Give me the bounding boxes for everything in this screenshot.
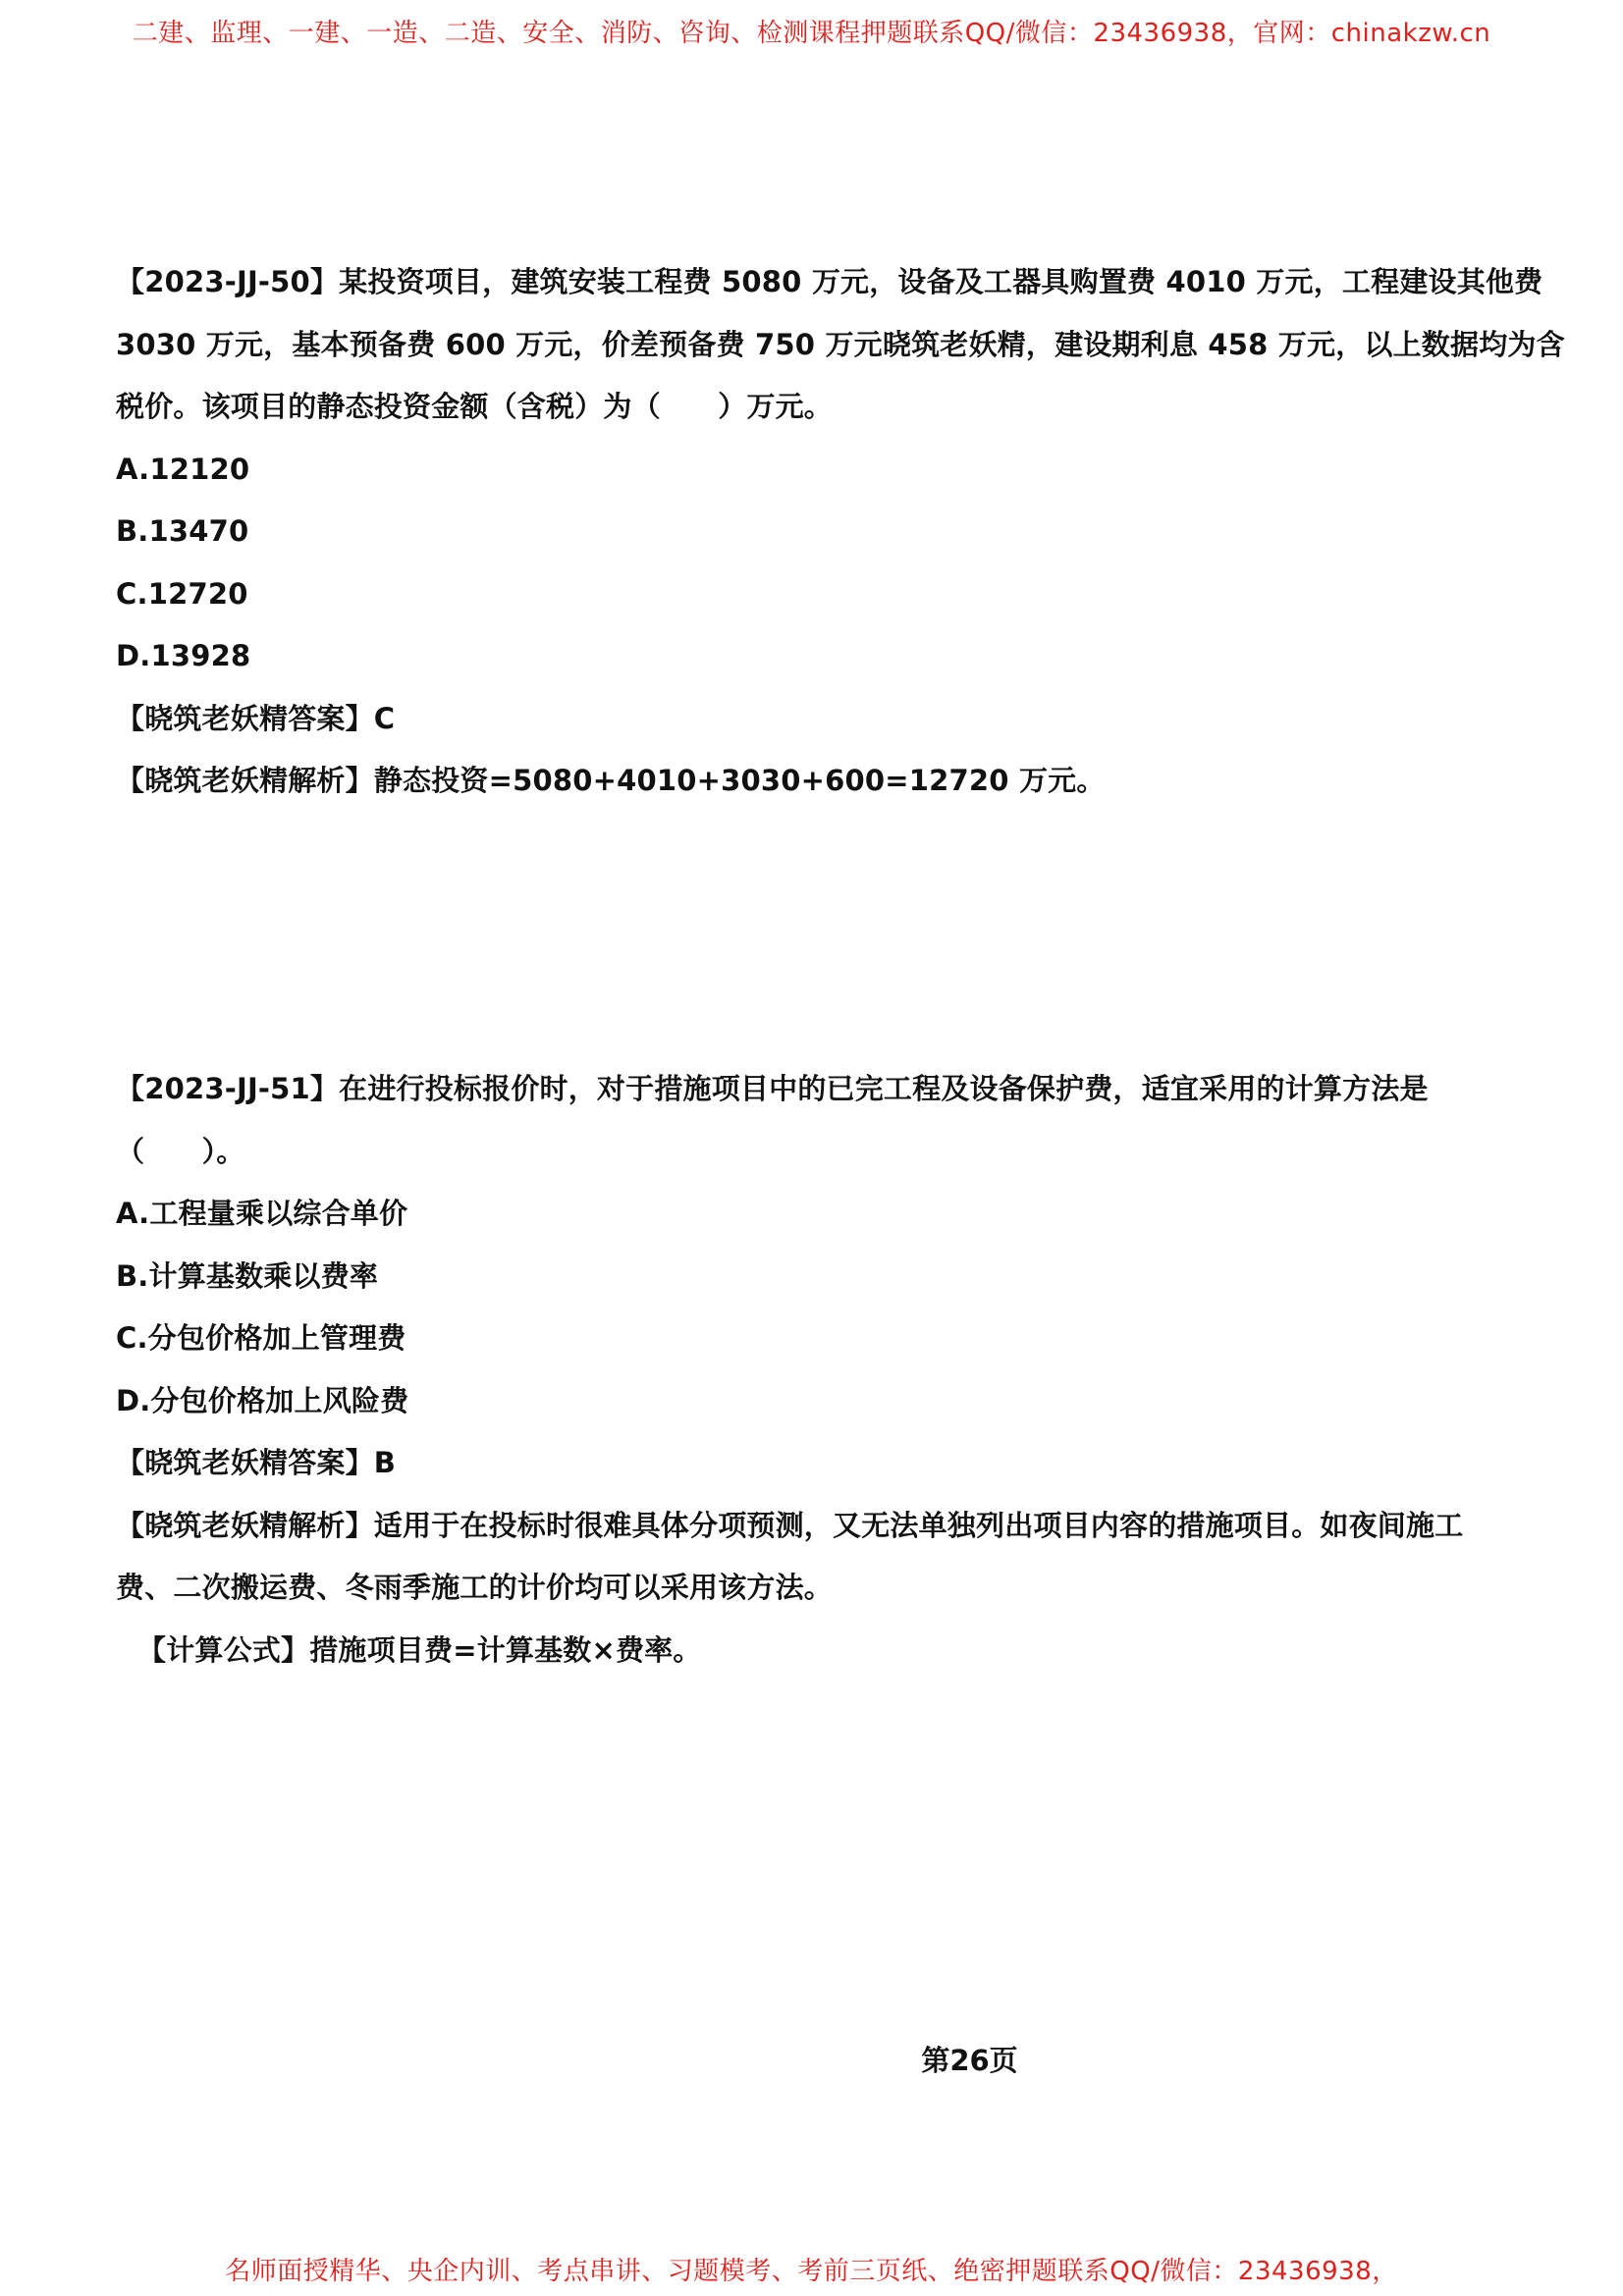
option-c: C.分包价格加上管理费 <box>116 1321 406 1355</box>
formula-line: 【计算公式】措施项目费=计算基数×费率。 <box>137 1632 702 1667</box>
question-stem <box>116 251 1565 439</box>
footer-promo-banner: 名师面授精华、央企内训、考点串讲、习题模考、考前三页纸、绝密押题联系QQ/微信：23436938， <box>225 2257 1398 2286</box>
answer-line: 【晓筑老妖精答案】B <box>116 1446 397 1479</box>
question-2023-jj-50 <box>116 251 1565 813</box>
analysis-line: 【晓筑老妖精解析】静态投资=5080+4010+3030+600=12720 万元。 <box>116 764 1106 797</box>
question-stem <box>116 1058 1510 1183</box>
option-b: B.计算基数乘以费率 <box>116 1258 379 1293</box>
option-list <box>116 1183 1510 1432</box>
header-promo-banner: 二建、监理、一建、一造、二造、安全、消防、咨询、检测课程押题联系QQ/微信：23436938，官网：chinakzw.cn <box>132 19 1491 48</box>
option-d: D.分包价格加上风险费 <box>116 1383 409 1417</box>
stem-line: 【2023-JJ-50】某投资项目，建筑安装工程费 5080 万元，设备及工器具购置费 4010 万元，工程建设其他费 <box>116 265 1543 298</box>
stem-line: 税价。该项目的静态投资金额（含税）为（ ）万元。 <box>116 390 834 423</box>
analysis-line: 费、二次搬运费、冬雨季施工的计价均可以采用该方法。 <box>116 1571 834 1604</box>
option-list <box>116 439 1510 688</box>
option-d: D.13928 <box>116 639 251 672</box>
option-b: B.13470 <box>116 514 249 548</box>
answer-line: 【晓筑老妖精答案】C <box>116 701 396 735</box>
page-number: 第26页 <box>921 2044 1018 2077</box>
stem-line: 【2023-JJ-51】在进行投标报价时，对于措施项目中的已完工程及设备保护费，适宜采用的计算方法是 <box>116 1072 1429 1105</box>
question-2023-jj-51 <box>116 1058 1510 1682</box>
option-c: C.12720 <box>116 576 248 611</box>
analysis-line: 【晓筑老妖精解析】适用于在投标时很难具体分项预测，又无法单独列出项目内容的措施项目。如夜间施工 <box>116 1508 1464 1542</box>
option-a: A.工程量乘以综合单价 <box>116 1197 408 1230</box>
stem-line: 3030 万元，基本预备费 600 万元，价差预备费 750 万元晓筑老妖精，建设期利息 458 万元，以上数据均为含 <box>116 327 1565 361</box>
stem-line: （ ）。 <box>116 1134 245 1168</box>
option-a: A.12120 <box>116 452 250 486</box>
